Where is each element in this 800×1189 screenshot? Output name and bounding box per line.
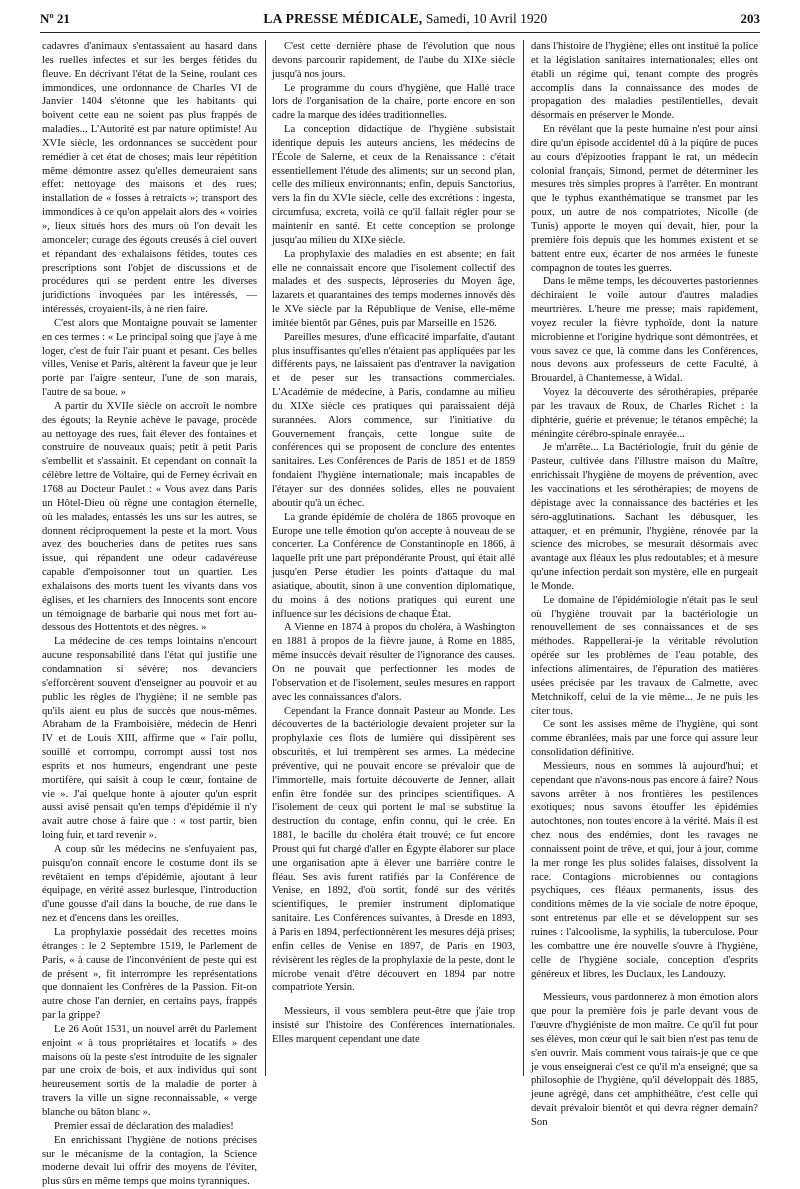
paragraph: Pareilles mesures, d'une efficacité imparfaite, d'autant plus insuffisantes qu'elles n'étaient pas appliquées par les différents pays, ne laissaient pas d'entraver la navigation et de peser sur les transactions commerciales. L'Académie de médecine, à Paris, condamne au milieu du XIXe siècle ces pratiques qui paraissaient déjà surannées. Alors commence, sur l'initiative du Gouvernement français, cette longue suite de conférences qui se proposent de conclure des ententes sanitaires. Les Conférences de Paris de 1851 et de 1859 fondaient l'hygiène internationale; mais incapables de l'étayer sur des données solides, elles ne pouvaient aboutir qu'à un échec. <box>272 331 515 509</box>
paragraph: Le 26 Août 1531, un nouvel arrêt du Parlement enjoint « à tous propriétaires et locatifs » des maisons où la peste s'est introduite de les signaler par une croix de bois, et aux individus qui sont heureusement sortis de la maladie de porter à travers la ville un signe reconnaissable, « verge blanche ou bâton blanc ». <box>42 1023 257 1118</box>
paragraph: La prophylaxie des maladies en est absente; en fait elle ne connaissait encore que l'isolement collectif des malades et des suspects, léproseries du Moyen âge, lazarets et quarantaines des temps modernes innovés dès le XVe siècle par la République de Venise, elle-même imitée bientôt par Gênes, puis par Marseille en 1526. <box>272 248 515 329</box>
paragraph: C'est alors que Montaigne pouvait se lamenter en ces termes : « Le principal soing que j'aye à me loger, c'est de fuir l'air puant et pesant. Ces belles villes, Venise et Paris, altèrent la faveur que je leur porte par l'aigre senteur, l'une de son marais, l'autre de sa boue. » <box>42 317 257 399</box>
paragraph: A partir du XVIIe siècle on accroît le nombre des égouts; la Reynie achève le pavage, procède au nettoyage des rues, fait élever des fontaines et construire de nouveaux quais; petit à petit Paris s'embellit et s'assainit. Et cependant on connaît la célèbre lettre de Voltaire, qui de Ferney écrivait en 1768 au Docteur Paulet : « Vous avez dans Paris un Hôtel-Dieu où règne une contagion éternelle, où les malades, entassés les uns sur les autres, se donnent réciproquement la peste et la mort. Vous avez des boucheries dans de petites rues sans issue, qui répandent une odeur cadavéreuse capable d'empoisonner tout un quartier. Les exhalaisons des morts tuent les vivants dans vos églises, et les charniers des Innocents sont encore un témoignage de barbarie qui nous met fort au-dessous des Hottentots et des nègres. » <box>42 400 257 634</box>
paragraph: Messieurs, il vous semblera peut-être que j'aie trop insisté sur l'histoire des Conférences internationales. Elles marquent cependant une date <box>272 1006 515 1045</box>
paragraph: Ce sont les assises même de l'hygiène, qui sont comme ébranlées, mais par une force qui assure leur consolidation définitive. <box>531 719 758 759</box>
paragraph: dans l'histoire de l'hygiène; elles ont institué la police et la législation sanitaires internationales; elles ont établi un régime qui, tenant compte des progrès accomplis dans la connaissance des modes de propagation des maladies pestilentielles, devait désormais en préserver le Monde. <box>531 41 758 122</box>
journal-name: LA PRESSE MÉDICALE, <box>263 11 423 26</box>
running-title <box>263 11 547 27</box>
paragraph: Le domaine de l'épidémiologie n'était pas le seul où l'hygiène trouvait par la bactériologie un renouvellement de ses connaissances et de ses méthodes. Rappellerai-je la véritable révolution opérée sur les problèmes de l'eau potable, des infections alimentaires, de l'épuration des matières usées précisée par les travaux de Calmette, avec Metchnikoff, celui de la vie même... Je ne puis les citer tous. <box>531 594 758 717</box>
paragraph: Dans le même temps, les découvertes pastoriennes déchiraient le voile autour d'autres maladies meurtrières. L'heure me presse; mais rapidement, voyez reculer la fièvre typhoïde, dont la nature microbienne et l'origine hydrique sont démontrées, et vous savez ce que, là comme dans les Conférences, nous devons aux professeurs de cette Faculté, à Brouardel, à Chantemesse, à Widal. <box>531 276 758 385</box>
page-number: 203 <box>740 11 760 26</box>
issue-date: Samedi, 10 Avril 1920 <box>425 11 548 26</box>
paragraph: La prophylaxie possédait des recettes moins étranges : le 2 Septembre 1519, le Parlement de Paris, « à cause de l'inconvénient de peste qui est de présent », fit interrompre les représentations que donnaient les Confrères de la Passion. Fit-on autre chose l'an dernier, en certains pays, frappés par la grippe? <box>42 927 257 1022</box>
column-rule <box>265 40 266 1076</box>
paragraph: Premier essai de déclaration des maladies! <box>54 1120 234 1132</box>
paragraph: Messieurs, nous en sommes là aujourd'hui; et cependant que n'avons-nous pas encore à faire? Nous savons arrêter à nos frontières les pestilences exotiques; nous savons étouffer les épidémies autochtones, non toutes encore à la vérité. Mais il est chez nous des endémies, dont les ravages ne connaissent point de trêve, et qui, jour à jour, comme la mer ronge les plus solides falaises, dissolvent la race. Contagions microbiennes ou contagions psychiques, ces fléaux permanents, issus des conditions mêmes de la vie sociale de notre époque, sont entretenus par elle et se développent sur ses ruines : l'alcoolisme, la syphilis, la tuberculose. Pour les combattre une ère nouvelle s'ouvre à l'hygiène, celle de l'hygiène sociale, conception d'esprits généreux et libres, les Duclaux, les Landouzy. <box>531 760 758 980</box>
column-rule <box>523 40 524 1076</box>
page-header <box>40 6 760 33</box>
paragraph: En révélant que la peste humaine n'est pour ainsi dire qu'un épisode accidentel dû à la piqûre de puces au cours d'épizooties frappant le rat, un médecin colonial français, Simond, permet de déterminer les mesures très simples propres à l'arrêter. En montrant que le typhus exanthématique se transmet par les poux, un autre de nos compatriotes, Nicolle (de Tunis) apporte le moyen qui devait, hier, pour la première fois depuis que les hommes existent et se battent entre eux, écarter de nos armées le funeste compagnon de toutes les guerres. <box>531 124 758 274</box>
paragraph: A Vienne en 1874 à propos du choléra, à Washington en 1881 à propos de la fièvre jaune, à Rome en 1885, même insuccès devait résulter de l'ignorance des causes. On ne pouvait que perfectionner les modes de l'observation et de l'isolement, seules mesures en rapport avec les connaissances d'alors. <box>272 622 515 703</box>
paragraph: cadavres d'animaux s'entassaient au hasard dans les ruelles infectes et sur les berges fétides du fleuve. En décrivant l'état de la Seine, roulant ces immondices, une ordonnance de Charles VI de Janvier 1404 s'étonne que les habitants qui boivent cette eau ne soient pas plus frappés de maladies... L'Autorité est par nature optimiste! Au XVIe siècle, les ordonnances se succèdent pour remédier à cet état de choses; mais leur répétition même démontre assez qu'elles demeuraient sans effet: nettoyage des maisons et des rues; installation de « fosses à retraicts »; transport des immondices à ce qu'on appelait alors des « voiries », lieux situés hors des murs où l'on devait les amonceler; curage des égouts creusés à ciel ouvert et répandant des exhalaisons fétides, toutes ces prescriptions sont l'objet de discussions et de procédures qui se perdent entre les diverses juridictions invoquées par les intéressés, — intéressés, croyaient-ils, à ne rien faire. <box>42 41 257 316</box>
paragraph: Messieurs, vous pardonnerez à mon émotion alors que pour la première fois je parle devant vous de l'œuvre d'hygiéniste de mon maître. Ce qu'il fut pour ses élèves, mon cœur qui le sait bien n'est pas tenu de s'en ouvrir. Mais comment vous tairais-je que ce que je vous enseignerai c'est ce qu'il m'a enseigné; que sa philosophie de l'hygiène, qu'il développait dès 1885, jeune agrégé, dans cet amphithéâtre, c'est celle qui devait prévaloir bientôt et qui devra régner demain? Son <box>531 992 758 1128</box>
paragraph: La grande épidémie de choléra de 1865 provoque en Europe une telle émotion qu'on accepte à nouveau de se concerter. La Conférence de Constantinople en 1866, à laquelle prit une part prépondérante Proust, qui était allé jusqu'en Perse étudier les points d'attaque du mal asiatique, aboutit, sinon à une convention diplomatique, du moins à des notions pratiques qui eurent une influence sur les décisions de chaque État. <box>272 511 515 620</box>
paragraph: A coup sûr les médecins ne s'enfuyaient pas, puisqu'on connaît encore le costume dont ils se revêtaient en temps d'épidémie, ajoutant à leur équipage, en vérité assez burlesque, l'introduction d'une gousse d'ail dans la bouche, de rue dans le nez et d'encens dans les oreilles. <box>42 843 257 925</box>
paragraph: Le programme du cours d'hygiène, que Hallé trace lors de l'organisation de la chaire, porte encore en son cadre la marque des idées traditionnelles. <box>272 82 515 122</box>
text-column-3 <box>531 40 758 1128</box>
paragraph: Je m'arrête... La Bactériologie, fruit du génie de Pasteur, cultivée dans l'illustre maison du Maître, enrichissait l'hygiène de moyens de prévention, avec les vaccinations et les sérothérapies; de moyens de dépistage avec la connaissance des bactéries et les séro-agglutinations. Sachant les débusquer, les attaquer, et en prémunir, l'hygiène, rénovée par la science des microbes, se mesurait désormais avec avantage aux fléaux les plus redoutables; et à mesure qu'une infection perdait son mystère, elle en purgeait le Monde. <box>531 442 758 592</box>
paragraph: C'est cette dernière phase de l'évolution que nous devons parcourir rapidement, de l'aube du XIXe siècle jusqu'à nos jours. <box>272 41 515 80</box>
paragraph: Cependant la France donnait Pasteur au Monde. Les découvertes de la bactériologie devaient projeter sur la prophylaxie ces flots de lumière qui dissipèrent ses obscurités, et lui trempèrent ses armes. La médecine préventive, qui ne pouvait encore se prévaloir que de l'immortelle, mais fortuite découverte de Jenner, allait enfin être fondée sur des principes scientifiques. A l'isolement de ceux qui portent le mal se substitue la destruction du contage, enfin connu, qui le crée. En 1881, le bacille du choléra était trouvé; ce fut encore Proust qui fut chargé d'aller en Égypte élaborer sur place une organisation apte à élever une barrière contre le fléau. Ses avis furent ratifiés par la Conférence de Venise, en 1892, d'où sortit, fondé sur des vérités scientifiques, le premier instrument diplomatique sanitaire. Les Conférences suivantes, à Dresde en 1893, à Paris en 1894, perfectionnèrent les mesures déjà prises; enfin celles de Venise en 1897, de Paris en 1903, révisèrent les règles de la prophylaxie de la peste, dont le microbe venait d'être découvert en 1894 par notre compatriote Yersin. <box>272 705 515 994</box>
paragraph: Voyez la découverte des sérothérapies, préparée par les travaux de Roux, de Charles Richet : la diphtérie, guérie et prévenue; le tétanos empêché; la méningite cérébro-spinale enrayée... <box>531 387 758 440</box>
text-column-2 <box>272 40 515 1076</box>
issue-number: Nº 21 <box>40 11 70 26</box>
paragraph: La médecine de ces temps lointains n'encourt aucune responsabilité dans l'état qui justifie une condamnation si sévère; nos devanciers s'efforcèrent souvent d'enseigner au pouvoir et au public les règles de l'hygiène; il ne semble pas qu'ils aient eu plus de succès que nous-mêmes. Abraham de la Framboisière, médecin de Henri IV et de Louis XIII, affirme que « l'air pollu, souillé et corrompu, corrompt aussi tost nos esprits et nos humeurs, engendrant une peste mortifère, qui saisit à coup le cœur, fontaine de vie ». J'ai quelque honte à ajouter qu'un esprit aussi avisé pensait qu'en temps d'épidémie il n'y avait autre chose à faire que : « tost partir, bien loing fuir, et tard revenir ». <box>42 636 257 842</box>
paragraph: La conception didactique de l'hygiène subsistait identique depuis les auteurs anciens, les médecins de l'École de Salerne, et ceux de la Renaissance : c'était essentiellement l'étude des aliments; sur un second plan, celle des milieux environnants; enfin, depuis Sanctorius, vers la fin du XVIe siècle, celle des excrétions : ingesta, circumfusa, excreta, voilà ce qu'il fallait régler pour se maintenir en santé. Et cette conception se prolonge jusqu'au milieu du XIXe siècle. <box>272 124 515 246</box>
paragraph: En enrichissant l'hygiène de notions précises sur le mécanisme de la contagion, la Science moderne devait lui offrir des moyens de l'éviter, plus sûrs en même temps que moins tyranniques. <box>42 1134 257 1188</box>
text-column-1 <box>42 40 257 1188</box>
